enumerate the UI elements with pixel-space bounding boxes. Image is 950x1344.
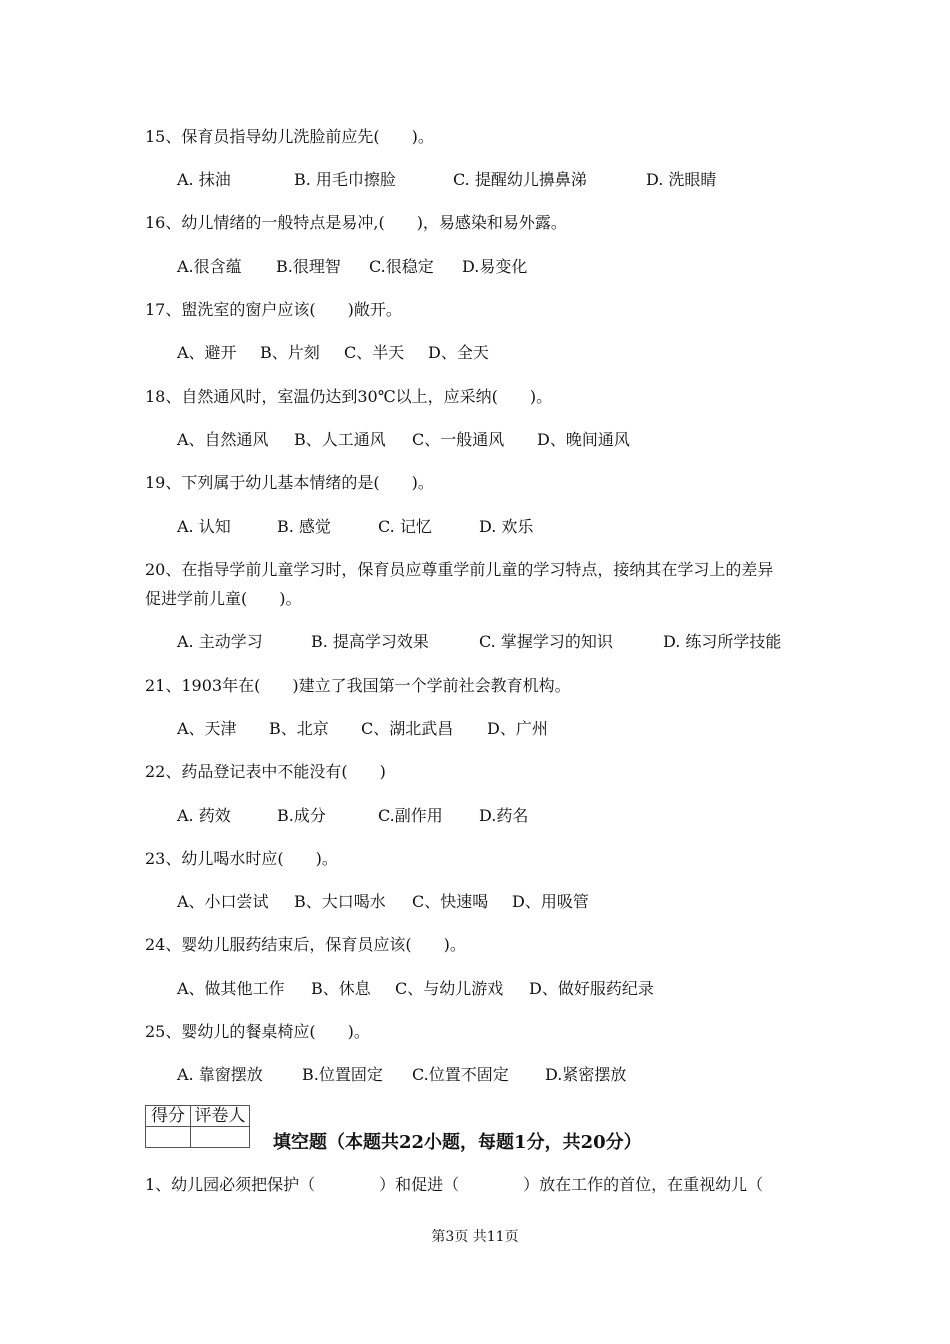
option-a: A. 靠窗摆放 bbox=[177, 1065, 263, 1084]
section-heading: 填空题（本题共22小题，每题1分，共20分） bbox=[273, 1132, 642, 1153]
option-b: B.很理智 bbox=[276, 257, 341, 276]
option-d: D、做好服药纪录 bbox=[529, 979, 654, 998]
option-d: D. 练习所学技能 bbox=[663, 632, 782, 651]
option-a: A、天津 bbox=[177, 719, 237, 738]
option-a: A、小口尝试 bbox=[177, 892, 269, 911]
option-d: D.易变化 bbox=[462, 257, 528, 276]
question-18: 18、自然通风时，室温仍达到30℃以上，应采纳( )。 bbox=[145, 387, 553, 406]
options-23 bbox=[0, 891, 950, 913]
option-a: A、自然通风 bbox=[177, 430, 269, 449]
option-a: A、做其他工作 bbox=[177, 979, 285, 998]
option-c: C、快速喝 bbox=[412, 892, 489, 911]
option-b: B.成分 bbox=[277, 806, 326, 825]
question-24: 24、婴幼儿服药结束后，保育员应该( )。 bbox=[145, 935, 466, 954]
option-b: B.位置固定 bbox=[302, 1065, 383, 1084]
options-21 bbox=[0, 718, 950, 740]
option-b: B、大口喝水 bbox=[294, 892, 386, 911]
option-c: C. 记忆 bbox=[378, 517, 432, 536]
option-a: A. 认知 bbox=[177, 517, 231, 536]
option-b: B、休息 bbox=[311, 979, 371, 998]
question-20-cont: 促进学前儿童( )。 bbox=[145, 589, 302, 608]
option-d: D.药名 bbox=[479, 806, 529, 825]
option-a: A.很含蕴 bbox=[177, 257, 242, 276]
option-b: B. 用毛巾擦脸 bbox=[294, 170, 396, 189]
score-cell bbox=[146, 1127, 191, 1148]
option-c: C、一般通风 bbox=[412, 430, 505, 449]
grader-label: 评卷人 bbox=[191, 1106, 250, 1127]
option-a: A. 抹油 bbox=[177, 170, 231, 189]
option-d: D、全天 bbox=[428, 343, 489, 362]
options-15 bbox=[0, 169, 950, 191]
fill-question-1: 1、幼儿园必须把保护（ ）和促进（ ）放在工作的首位，在重视幼儿（ bbox=[145, 1175, 764, 1194]
options-17 bbox=[0, 342, 950, 364]
question-19: 19、下列属于幼儿基本情绪的是( )。 bbox=[145, 473, 434, 492]
option-d: D.紧密摆放 bbox=[545, 1065, 627, 1084]
options-20 bbox=[0, 631, 950, 653]
option-a: A. 主动学习 bbox=[177, 632, 263, 651]
options-25 bbox=[0, 1064, 950, 1086]
option-c: C.副作用 bbox=[378, 806, 443, 825]
option-b: B、北京 bbox=[269, 719, 329, 738]
question-21: 21、1903年在( )建立了我国第一个学前社会教育机构。 bbox=[145, 676, 571, 695]
options-16 bbox=[0, 256, 950, 278]
options-18 bbox=[0, 429, 950, 451]
score-label: 得分 bbox=[146, 1106, 191, 1127]
grader-cell bbox=[191, 1127, 250, 1148]
option-b: B、片刻 bbox=[260, 343, 320, 362]
question-25: 25、婴幼儿的餐桌椅应( )。 bbox=[145, 1022, 370, 1041]
options-22 bbox=[0, 805, 950, 827]
option-d: D. 欢乐 bbox=[479, 517, 534, 536]
option-b: B. 提高学习效果 bbox=[311, 632, 429, 651]
option-a: A. 药效 bbox=[177, 806, 231, 825]
option-d: D、广州 bbox=[487, 719, 548, 738]
options-24 bbox=[0, 978, 950, 1000]
score-table bbox=[145, 1105, 250, 1148]
option-b: B. 感觉 bbox=[277, 517, 331, 536]
option-b: B、人工通风 bbox=[294, 430, 386, 449]
question-23: 23、幼儿喝水时应( )。 bbox=[145, 849, 338, 868]
option-c: C. 掌握学习的知识 bbox=[479, 632, 613, 651]
page-footer: 第3页 共11页 bbox=[431, 1229, 519, 1245]
question-17: 17、盥洗室的窗户应该( )敞开。 bbox=[145, 300, 402, 319]
question-20: 20、在指导学前儿童学习时，保育员应尊重学前儿童的学习特点，接纳其在学习上的差异 bbox=[145, 560, 774, 579]
option-c: C、半天 bbox=[344, 343, 405, 362]
option-c: C.很稳定 bbox=[369, 257, 434, 276]
question-16: 16、幼儿情绪的一般特点是易冲,( )，易感染和易外露。 bbox=[145, 213, 567, 232]
options-19 bbox=[0, 516, 950, 538]
question-15: 15、保育员指导幼儿洗脸前应先( )。 bbox=[145, 127, 434, 146]
option-d: D、用吸管 bbox=[512, 892, 589, 911]
option-c: C. 提醒幼儿擤鼻涕 bbox=[453, 170, 587, 189]
option-c: C、与幼儿游戏 bbox=[395, 979, 504, 998]
option-c: C.位置不固定 bbox=[412, 1065, 509, 1084]
option-d: D. 洗眼睛 bbox=[646, 170, 717, 189]
question-22: 22、药品登记表中不能没有( ) bbox=[145, 762, 386, 781]
option-c: C、湖北武昌 bbox=[361, 719, 454, 738]
option-d: D、晚间通风 bbox=[537, 430, 630, 449]
option-a: A、避开 bbox=[177, 343, 237, 362]
